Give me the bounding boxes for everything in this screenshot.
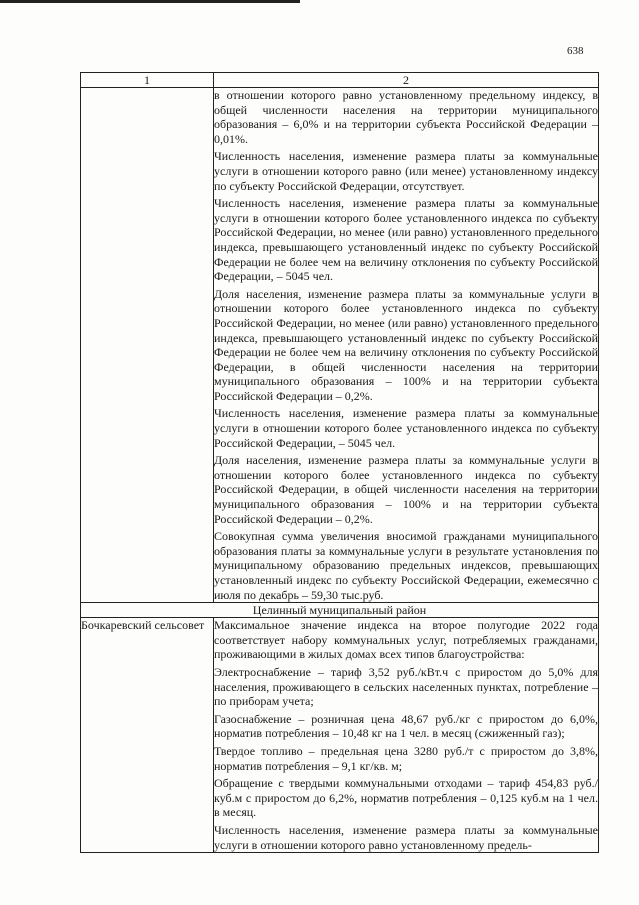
column-header-2: 2 [214,73,599,88]
paragraph: Численность населения, изменение размера платы за коммунальные услуги в отношении которого равно установленному предель- [214,822,598,852]
description-cell [214,618,599,853]
column-header-1: 1 [81,73,214,88]
paragraph: Совокупная сумма увеличения вносимой гражданами муниципального образования платы за коммунальные услуги в результате установления по муниципальному образованию предельных индексов, превышающих установленный индекс по субъекту Российской Федерации, ежемесячно с июля по декабрь – 59,30 тыс.руб. [214,529,598,602]
paragraph: Твердое топливо – предельная цена 3280 руб./т с приростом до 3,8%, норматив потребления – 9,1 кг/кв. м; [214,743,598,773]
paragraph: Газоснабжение – розничная цена 48,67 руб./кг с приростом до 6,0%, норматив потребления – 10,48 кг на 1 чел. в месяц (сжиженный газ); [214,711,598,741]
region-title: Целинный муниципальный район [81,603,599,618]
table-row [81,88,599,603]
paragraph: Доля населения, изменение размера платы за коммунальные услуги в отношении которого более установленного индекса по субъекту Российской Федерации, в общей численности населения на территории муниципального образования – 100% и на территории субъекта Российской Федерации – 0,2%. [214,453,598,526]
paragraph: Численность населения, изменение размера платы за коммунальные услуги в отношении которого более установленного индекса по субъекту Российской Федерации, но менее (или равно) установленного предельного индекса, превышающего установленный индекс по субъекту Российской Федерации не более чем на величину отклонения по субъекту Российской Федерации, – 5045 чел. [214,196,598,284]
table-header-row [81,73,599,88]
paragraph: Обращение с твердыми коммунальными отходами – тариф 454,83 руб./куб.м с приростом до 6,2%, норматив потребления – 0,125 куб.м на 1 чел. в месяц. [214,776,598,820]
scan-edge-mark [0,0,300,3]
page-number: 638 [567,45,584,57]
document-table [80,72,599,853]
municipality-cell [81,88,214,603]
paragraph: Численность населения, изменение размера платы за коммунальные услуги в отношении которого более установленного индекса по субъекту Российской Федерации, – 5045 чел. [214,406,598,450]
paragraph: в отношении которого равно установленному предельному индексу, в общей численности населения на территории муниципального образования – 6,0% и на территории субъекта Российской Федерации – 0,01%. [214,88,598,146]
paragraph: Максимальное значение индекса на второе полугодие 2022 года соответствует набору коммунальных услуг, потребляемых гражданами, проживающими в жилых домах всех типов благоустройства: [214,618,598,662]
paragraph: Электроснабжение – тариф 3,52 руб./кВт.ч с приростом до 5,0% для населения, проживающего в сельских населенных пунктах, потребление – по приборам учета; [214,664,598,709]
paragraph: Доля населения, изменение размера платы за коммунальные услуги в отношении которого более установленного индекса по субъекту Российской Федерации, но менее (или равно) установленного предельного индекса, превышающего установленный индекс по субъекту Российской Федерации не более чем на величину отклонения по субъекту Российской Федерации, в общей численности населения на территории муниципального образования – 100% и на территории субъекта Российской Федерации – 0,2%. [214,286,598,403]
description-cell [214,88,599,603]
region-row [81,603,599,618]
paragraph: Численность населения, изменение размера платы за коммунальные услуги в отношении которого равно (или менее) установленному индексу по субъекту Российской Федерации, отсутствует. [214,149,598,193]
municipality-cell: Бочкаревский сельсовет [81,618,214,853]
table-row [81,618,599,853]
